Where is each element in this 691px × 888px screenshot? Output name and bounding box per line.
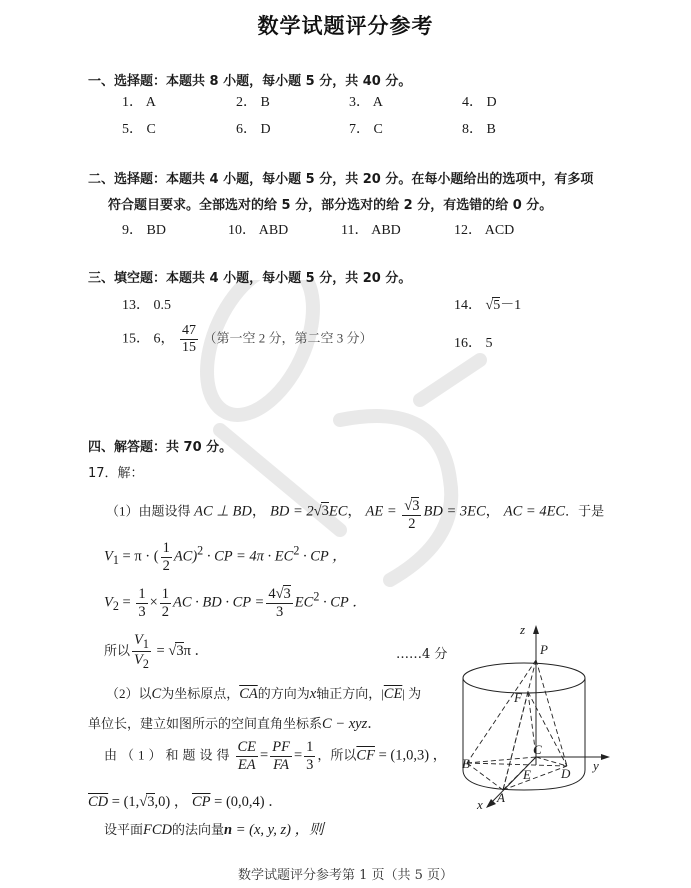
text: 由（1）和题设得 [104, 747, 234, 763]
fraction [180, 324, 198, 355]
math: AC = 4EC [503, 503, 566, 520]
answer-item [122, 219, 166, 239]
answer-item-13 [122, 294, 171, 314]
math: 2 [142, 656, 149, 671]
math: 2 [197, 543, 204, 558]
math: V [104, 594, 113, 611]
math: 3 [321, 503, 329, 520]
math: 2 [408, 515, 416, 532]
text: 所以 [104, 642, 131, 658]
math: · CP ． [319, 594, 367, 611]
math: FA [273, 756, 290, 773]
math: 2 [161, 603, 170, 620]
part2-line3: 由（1）和题设得 $\frac{CE}{EA}$ = $\frac{PF}{FA}$ = $\frac{1}{3}$ ，所以$\overline{CF} = (1,0,3)$ ， [104, 739, 448, 773]
text: 的法向量 [172, 822, 225, 837]
question-number: 3． [349, 95, 370, 110]
math: 3 [306, 756, 314, 773]
question-number: 11． [341, 223, 369, 238]
part2-line1 [106, 683, 421, 703]
answer-item [236, 118, 271, 138]
vector: $\overline{CP}$ [191, 794, 211, 810]
math: EC [294, 594, 314, 611]
label-x: x [477, 797, 483, 810]
question-number: 13． [122, 298, 150, 313]
part2-line5 [104, 818, 324, 839]
v2-formula [104, 587, 367, 619]
answer-item [341, 219, 401, 239]
sep: ， [347, 503, 362, 520]
answer-item [228, 219, 288, 239]
answer-item [462, 91, 497, 111]
math: = π · ( [118, 548, 159, 565]
text: 为坐标原点， [161, 686, 240, 701]
question-number: 7． [349, 122, 370, 137]
math: EC [328, 503, 348, 520]
vector: $\overline{CA}$ [239, 686, 258, 702]
math: = (0,0,4) ． [210, 794, 283, 810]
cylinder-figure [440, 620, 620, 810]
answer-item [122, 118, 156, 138]
fraction [270, 740, 292, 772]
math: V [134, 651, 143, 668]
label-z: z [520, 622, 526, 637]
score-4: ……4 分 [396, 647, 448, 662]
section3-heading: 三、填空题：本题共 4 小题，每小题 5 分，共 20 分。 [88, 271, 412, 286]
answer-value: 5 [485, 336, 493, 351]
section2-heading-line2: 符合题目要求。全部选对的给 5 分，部分选对的给 2 分，有选错的给 0 分。 [108, 198, 553, 213]
math: C − xyz [322, 716, 368, 732]
math: 1 [306, 739, 314, 755]
math: = (1, [108, 794, 140, 810]
math: 3 [412, 498, 420, 514]
label-y: y [593, 758, 599, 773]
math: = (x, y, z) ，则 [232, 822, 324, 838]
part1-line1: （1）由题设得 AC ⊥ BD， BD = 2√3EC， AE = $\frac{√3}{2}$ BD = 3EC， AC = 4EC．于是 [106, 498, 605, 532]
section1-heading: 一、选择题：本题共 8 小题，每小题 5 分，共 40 分。 [88, 74, 412, 89]
question-number: 9． [122, 223, 143, 238]
question-number: 15． [122, 331, 150, 347]
page-footer: 数学试题评分参考第 1 页（共 5 页） [237, 868, 454, 883]
v1-formula [104, 541, 347, 573]
fraction [136, 587, 147, 619]
label-P: P [540, 642, 548, 657]
answer-item-16 [454, 332, 493, 352]
question-number: 8． [462, 122, 483, 137]
fraction [161, 541, 172, 573]
answer-item [349, 118, 383, 138]
text: （2）以 [106, 686, 152, 701]
label-E: E [523, 767, 531, 782]
answer-value: C [146, 122, 156, 137]
math: C [151, 686, 162, 702]
answer-value: 0.5 [153, 298, 171, 313]
q17-label: 17．解： [88, 466, 144, 481]
math: 3 [138, 603, 146, 620]
math: 1 [142, 636, 149, 651]
math: = (1,0,3) ， [374, 747, 448, 764]
ratio-formula: 所以 $\frac{V_1}{V_2}$ = √3π ． [104, 632, 210, 671]
math: n [224, 822, 233, 838]
question-number: 5． [122, 122, 143, 137]
math: FCD [143, 822, 173, 838]
answer-tail: －1 [500, 298, 522, 313]
part2-line4: $\overline{CD} = (1,√3,0)$ ， $\overline{CP} = (0,0,4)$ ． [88, 794, 283, 810]
math: 2 [293, 543, 300, 558]
answer-item [122, 91, 156, 111]
text: | 为 [402, 686, 422, 701]
question-number: 12． [454, 223, 482, 238]
question-number: 16． [454, 336, 482, 351]
math: 1 [162, 540, 170, 556]
answer-value: B [486, 122, 496, 137]
text: 单位长，建立如图所示的空间直角坐标系 [88, 716, 323, 731]
answer-value: BD [146, 223, 166, 238]
answer-value: ACD [484, 223, 515, 238]
math: 1 [112, 553, 119, 568]
math: PF [272, 739, 290, 755]
answer-item-14: 14． √5－1 [454, 298, 522, 313]
math: CE [237, 739, 257, 755]
question-number: 10． [228, 223, 256, 238]
answer-value: A [145, 95, 156, 110]
answer-value: A [372, 95, 383, 110]
text: 设平面 [104, 822, 144, 837]
math: = [118, 594, 135, 611]
math: × [149, 594, 158, 611]
fraction: $\frac{4√3}{3}$ [268, 586, 291, 620]
question-number: 4． [462, 95, 483, 110]
math: 4 [268, 586, 276, 602]
math: 3 [147, 794, 155, 810]
answer-value: D [260, 122, 271, 137]
math: BD = 3EC [423, 503, 486, 520]
fraction [304, 740, 315, 772]
text: ，所以 [317, 747, 357, 763]
answer-value: B [260, 95, 270, 110]
vector: $\overline{CD}$ [88, 794, 109, 810]
answer-first: 6， [153, 331, 175, 347]
question-number: 2． [236, 95, 257, 110]
page-title: 数学试题评分参考 [257, 14, 434, 38]
text: 轴正方向，| [316, 686, 384, 701]
label-D: D [561, 766, 571, 781]
sep: ， [485, 503, 501, 520]
math: V [104, 548, 113, 565]
math: V [134, 632, 143, 648]
math: AE = [365, 503, 397, 520]
math: 3 [176, 642, 184, 659]
math: 2 [112, 599, 119, 614]
question-number: 6． [236, 122, 257, 137]
part2-line2 [88, 712, 382, 733]
sep: ， [251, 503, 267, 520]
question-number: 1． [122, 95, 143, 110]
text: ．于是 [565, 503, 605, 519]
math: 3 [283, 586, 291, 602]
label-C: C [533, 742, 542, 757]
answer-value: D [486, 95, 497, 110]
text: （1）由题设得 [106, 503, 191, 519]
math: 1 [138, 586, 146, 602]
score-note: （第一空 2 分，第二空 3 分） [203, 330, 373, 346]
math: · CP = 4π · EC [203, 548, 294, 565]
vector: $\overline{CF}$ [356, 747, 375, 764]
math: AC) [173, 548, 198, 565]
text: 的方向为 [257, 686, 310, 701]
answer-item [462, 118, 496, 138]
sqrt-arg: 5 [493, 298, 501, 313]
vector: $\overline{CE}$ [383, 686, 403, 702]
math: 2 [162, 557, 170, 574]
math: · CP ， [299, 548, 347, 565]
math: EA [237, 756, 256, 773]
fraction [132, 633, 151, 670]
math: 2 [313, 589, 320, 604]
math: AC · BD · CP = [173, 594, 265, 611]
math: π ． [183, 642, 210, 659]
question-number: 14． [454, 298, 482, 313]
answer-item [454, 219, 514, 239]
answer-value: C [373, 122, 383, 137]
answer-value: ABD [258, 223, 289, 238]
math: 1 [161, 586, 170, 602]
section2-heading-line1: 二、选择题：本题共 4 小题，每小题 5 分，共 20 分。在每小题给出的选项中，有多项 [88, 172, 594, 187]
label-F: F [514, 690, 522, 705]
math: 3 [275, 603, 284, 620]
math: x [309, 686, 317, 702]
label-A: A [497, 790, 505, 805]
math: ,0) ， [154, 794, 189, 810]
section4-heading: 四、解答题：共 70 分。 [88, 440, 233, 455]
frac-den: 15 [182, 340, 196, 355]
fraction [236, 740, 259, 772]
math: BD = 2 [270, 503, 314, 520]
math: ． [367, 716, 382, 732]
fraction [160, 587, 171, 619]
answer-item-15 [122, 324, 373, 355]
math: AC ⊥ BD [194, 503, 252, 520]
fraction: $\frac{√3}{2}$ [404, 498, 420, 532]
label-B: B [462, 756, 470, 771]
answer-value: ABD [371, 223, 401, 238]
answer-item [236, 91, 270, 111]
answer-item [349, 91, 383, 111]
frac-num: 47 [182, 323, 196, 338]
math: = [152, 642, 169, 659]
